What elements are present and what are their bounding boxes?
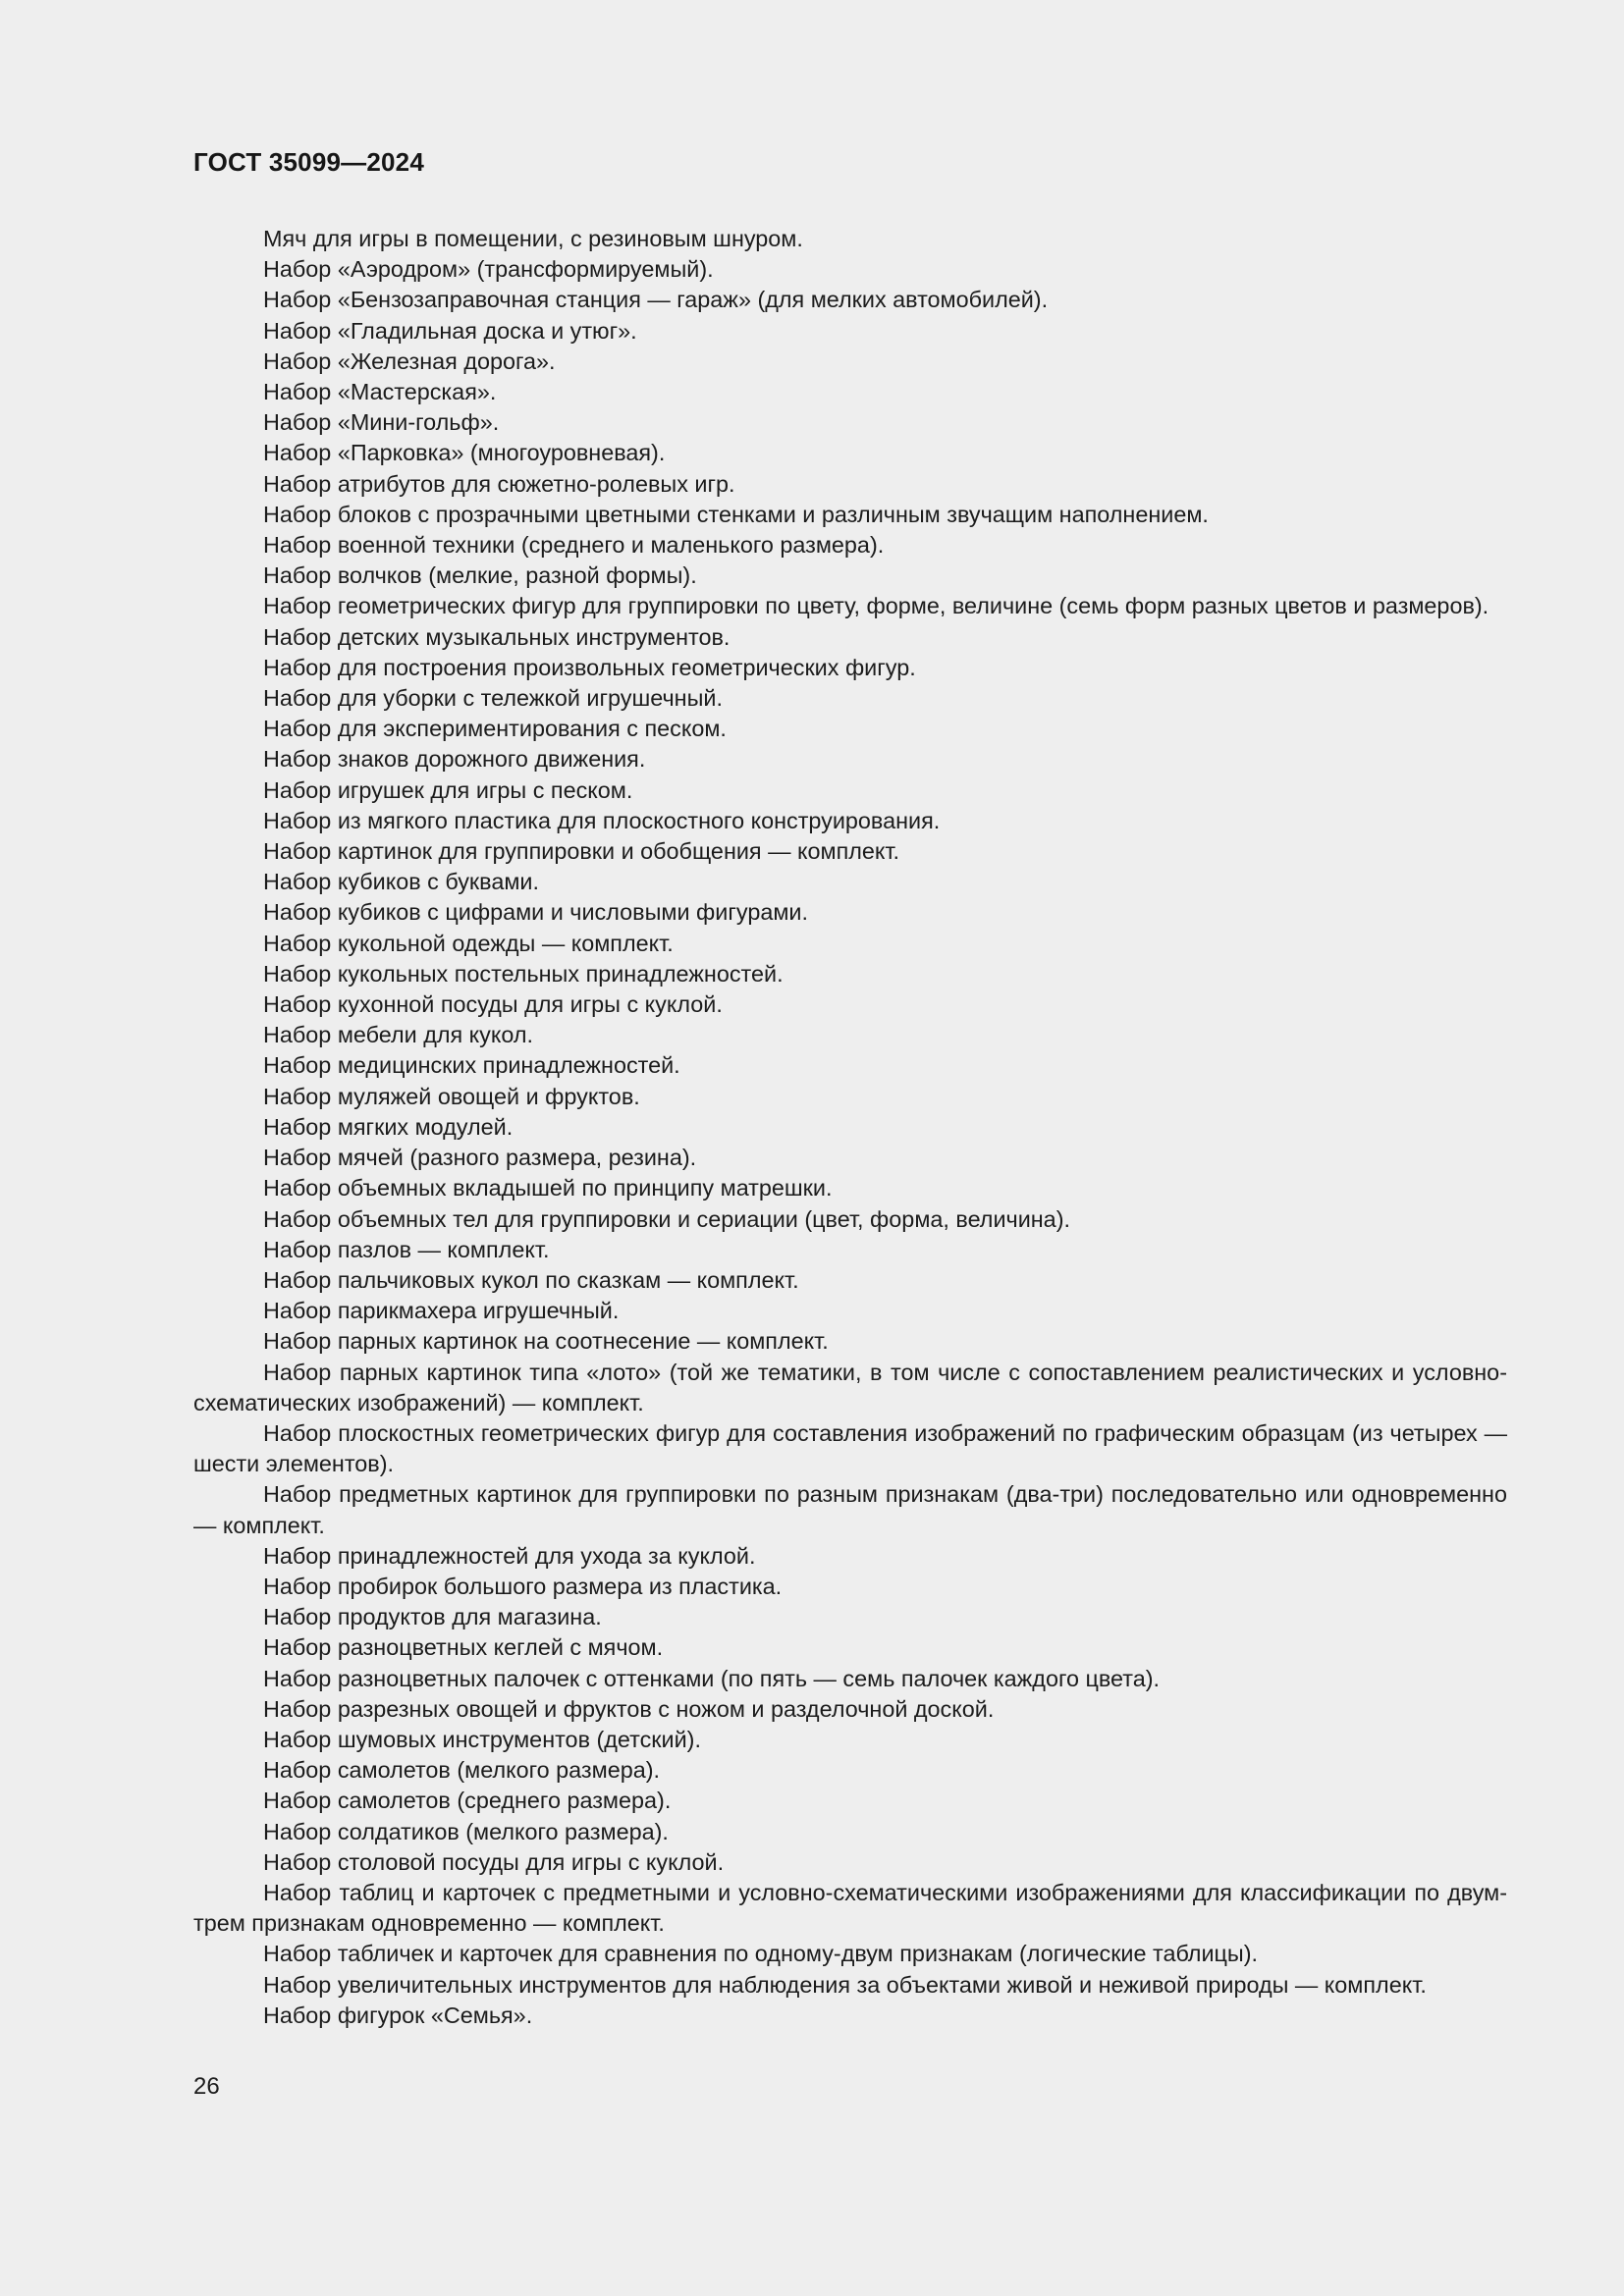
list-item: Набор военной техники (среднего и маленького размера). xyxy=(263,532,885,559)
list-item: Набор объемных вкладышей по принципу матрешки. xyxy=(263,1175,833,1201)
list-item: Набор парных картинок типа «лото» (той же тематики, в том числе с сопоставлением реалистических и условно-схематических изображений) — комплект. xyxy=(193,1359,1507,1415)
list-item: Набор «Аэродром» (трансформируемый). xyxy=(263,256,714,283)
list-item: Набор картинок для группировки и обобщения — комплект. xyxy=(263,838,900,865)
list-item: Набор для построения произвольных геометрических фигур. xyxy=(263,654,916,680)
list-item: Набор солдатиков (мелкого размера). xyxy=(263,1818,669,1844)
list-item: Набор плоскостных геометрических фигур для составления изображений по графическим образцам (из четырех — шести элементов). xyxy=(193,1419,1507,1477)
list-item: Набор «Бензозаправочная станция — гараж» (для мелких автомобилей). xyxy=(263,287,1049,313)
page-number: 26 xyxy=(193,2073,220,2100)
list-item: Набор табличек и карточек для сравнения по одному-двум признакам (логические таблицы). xyxy=(263,1941,1259,1967)
list-item: Набор увеличительных инструментов для наблюдения за объектами живой и неживой природы — комплект. xyxy=(263,1971,1427,1998)
list-item: Набор пробирок большого размера из пластика. xyxy=(263,1573,783,1599)
list-item: Набор мячей (разного размера, резина). xyxy=(263,1145,697,1171)
list-item: Набор знаков дорожного движения. xyxy=(263,746,646,773)
list-item: Набор муляжей овощей и фруктов. xyxy=(263,1083,640,1109)
list-item: Набор мягких модулей. xyxy=(263,1113,514,1140)
list-item: Набор предметных картинок для группировки по разным признакам (два-три) последовательно или одновременно — комплект. xyxy=(193,1481,1507,1538)
list-item: Набор разрезных овощей и фруктов с ножом и разделочной доской. xyxy=(263,1695,995,1722)
list-item: Набор волчков (мелкие, разной формы). xyxy=(263,562,697,589)
list-item: Набор фигурок «Семья». xyxy=(263,2002,533,2028)
list-item: Набор детских музыкальных инструментов. xyxy=(263,623,731,650)
list-item: Набор шумовых инструментов (детский). xyxy=(263,1726,701,1752)
list-item: Набор игрушек для игры с песком. xyxy=(263,776,633,803)
list-item: Набор парных картинок на соотнесение — комплект. xyxy=(263,1328,829,1355)
list-item: Набор пальчиковых кукол по сказкам — комплект. xyxy=(263,1266,799,1293)
list-item: Набор блоков с прозрачными цветными стенками и различным звучащим наполнением. xyxy=(263,501,1209,527)
list-item: Набор самолетов (мелкого размера). xyxy=(263,1757,661,1784)
document-header-code: ГОСТ 35099—2024 xyxy=(193,147,424,177)
list-item: Набор разноцветных палочек с оттенками (по пять — семь палочек каждого цвета). xyxy=(263,1665,1161,1691)
list-item: Мяч для игры в помещении, с резиновым шнуром. xyxy=(263,226,803,251)
list-item: Набор кухонной посуды для игры с куклой. xyxy=(263,991,723,1018)
list-item: Набор столовой посуды для игры с куклой. xyxy=(263,1848,725,1875)
list-item: Набор мебели для кукол. xyxy=(263,1022,534,1048)
list-item: Набор принадлежностей для ухода за куклой. xyxy=(263,1542,756,1569)
list-item: Набор парикмахера игрушечный. xyxy=(263,1298,620,1324)
list-item: Набор кукольных постельных принадлежностей. xyxy=(263,960,784,987)
list-item: Набор «Мини-гольф». xyxy=(263,409,500,436)
list-item: Набор кубиков с буквами. xyxy=(263,869,539,895)
list-item: Набор объемных тел для группировки и сериации (цвет, форма, величина). xyxy=(263,1205,1070,1232)
list-item: Набор для экспериментирования с песком. xyxy=(263,716,727,742)
list-item: Набор «Мастерская». xyxy=(263,379,497,405)
list-item: Набор «Железная дорога». xyxy=(263,347,556,374)
list-item: Набор разноцветных кеглей с мячом. xyxy=(263,1634,664,1661)
list-item: Набор продуктов для магазина. xyxy=(263,1604,602,1630)
list-item: Набор геометрических фигур для группировки по цвету, форме, величине (семь форм разных цветов и размеров). xyxy=(263,593,1489,619)
list-item: Набор «Гладильная доска и утюг». xyxy=(263,317,637,344)
list-item: Набор «Парковка» (многоуровневая). xyxy=(263,440,666,466)
list-item: Набор таблиц и карточек с предметными и условно-схематическими изображениями для классификации по двум-трем признакам одновременно — комплект. xyxy=(193,1879,1507,1937)
list-item: Набор для уборки с тележкой игрушечный. xyxy=(263,685,723,712)
list-item: Набор из мягкого пластика для плоскостного конструирования. xyxy=(263,807,941,833)
list-item: Набор атрибутов для сюжетно-ролевых игр. xyxy=(263,470,735,497)
list-item: Набор медицинских принадлежностей. xyxy=(263,1052,680,1079)
list-item: Набор самолетов (среднего размера). xyxy=(263,1788,672,1814)
list-item: Набор кубиков с цифрами и числовыми фигурами. xyxy=(263,899,808,926)
equipment-list xyxy=(193,224,1507,2031)
list-item: Набор пазлов — комплект. xyxy=(263,1236,550,1262)
list-item: Набор кукольной одежды — комплект. xyxy=(263,930,674,956)
